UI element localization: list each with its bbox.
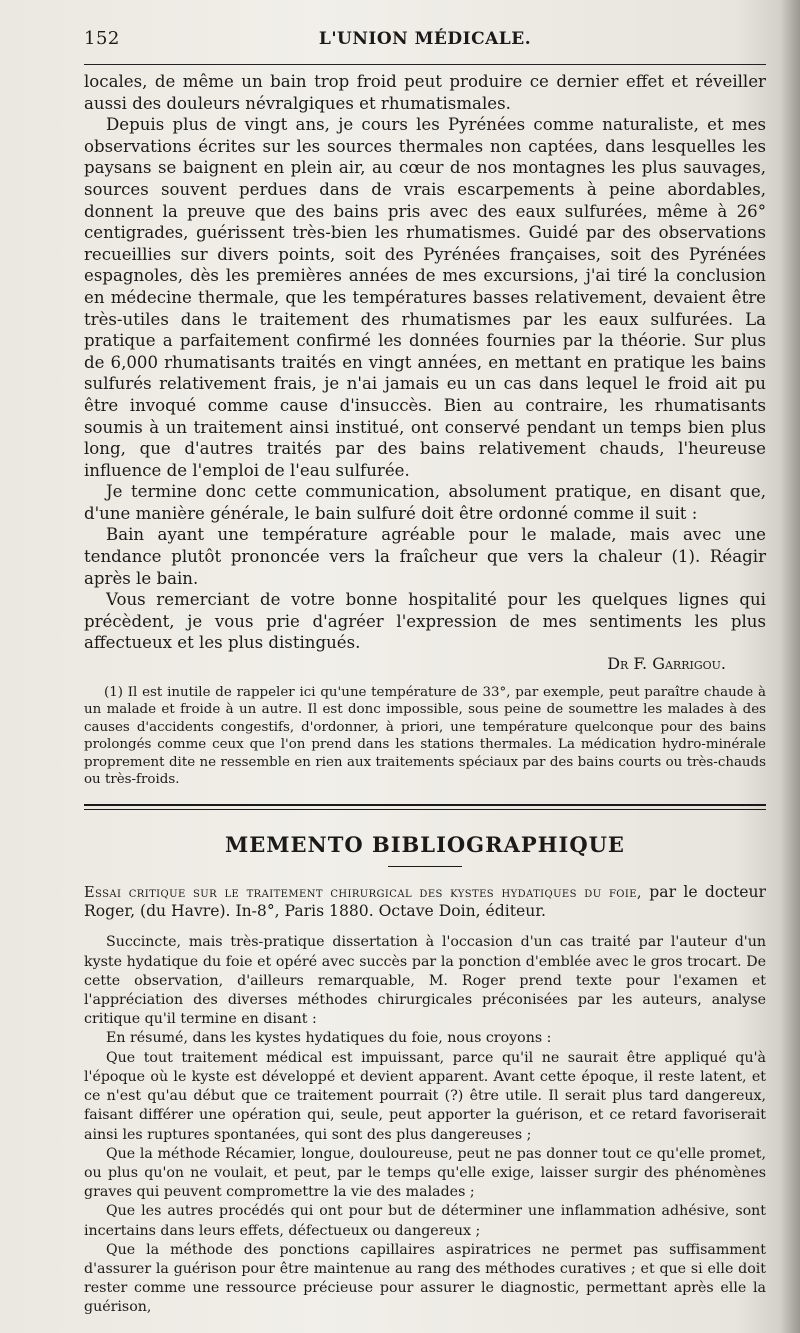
header-rule bbox=[84, 64, 766, 65]
running-head bbox=[84, 28, 766, 60]
book-spine-shadow bbox=[780, 0, 800, 1333]
article-paragraph: Je termine donc cette communication, absolument pratique, en disant que, d'une manière générale, le bain sulfuré doit être ordonné comme il suit : bbox=[84, 482, 766, 523]
review-paragraph: En résumé, dans les kystes hydatiques du foie, nous croyons : bbox=[106, 1030, 552, 1047]
article-body bbox=[84, 71, 766, 654]
title-underline bbox=[388, 866, 462, 867]
review-paragraph: Succincte, mais très-pratique dissertation à l'occasion d'un cas traité par l'auteur d'un kyste hydatique du foie et opéré avec succès par la ponction d'emblée avec le gros trocart. De cette observation, d'ailleurs remarquable, M. Roger prend texte pour l'examen et l'appréciation des diverses méthodes chirurgicales préconisées par les auteurs, analyse critique qu'il termine en disant : bbox=[84, 934, 766, 1028]
review-paragraph: Que tout traitement médical est impuissant, parce qu'il ne saurait être appliqué qu'à l'époque où le kyste est développé et devient apparent. Avant cette époque, il reste latent, et ce n'est qu'au début que ce traitement pourrait (?) être utile. Il serait plus tard dangereux, faisant différer une opération qui, seule, peut apporter la guérison, et ce retard favoriserait ainsi les ruptures spontanées, qui sont des plus dangereuses ; bbox=[84, 1049, 766, 1143]
section-divider bbox=[84, 804, 766, 810]
bibliography-entry bbox=[84, 883, 766, 921]
review-paragraph: Que la méthode Récamier, longue, douloureuse, peut ne pas donner tout ce qu'elle promet, ou plus qu'on ne voulait, et peut, par le temps qu'elle exige, laisser surgir des phénomènes graves qui peuvent compromettre la vie des malades ; bbox=[84, 1145, 766, 1201]
footnote: (1) Il est inutile de rappeler ici qu'une température de 33°, par exemple, peut paraître chaude à un malade et froide à un autre. Il est donc impossible, sous peine de soumettre les malades à des causes d'accidents congestifs, d'ordonner, à priori, une température quelconque pour des bains prolongés comme ceux que l'on prend dans les stations thermales. La médication hydro-minérale proprement dite ne ressemble en rien aux traitements spéciaux par des bains courts ou très-chauds ou très-froids. bbox=[84, 685, 766, 788]
article-paragraph: Bain ayant une température agréable pour le malade, mais avec une tendance plutôt prononcée vers la fraîcheur que vers la chaleur (1). Réagir après le bain. bbox=[84, 525, 766, 588]
page-number: 152 bbox=[84, 28, 120, 49]
entry-details: par le docteur Roger, (du Havre). In-8°, Paris 1880. Octave Doin, éditeur. bbox=[84, 883, 766, 921]
article-paragraph: Depuis plus de vingt ans, je cours les Pyrénées comme naturaliste, et mes observations écrites sur les sources thermales non captées, dans lesquelles les paysans se baignent en plein air, au cœur de nos montagnes les plus sauvages, sources souvent perdues dans de vrais escarpements à peine abordables, donnent la preuve que des bains pris avec des eaux sulfurées, même à 26° centigrades, guérissent très-bien les rhumatismes. Guidé par des observations recueillies sur divers points, soit des Pyrénées françaises, soit des Pyrénées espagnoles, dès les premières années de mes excursions, j'ai tiré la conclusion en médecine thermale, que les températures basses relativement, devaient être très-utiles dans le traitement des rhumatismes par les eaux sulfurées. La pratique a parfaitement confirmé les données fournies par la théorie. Sur plus de 6,000 rhumatisants traités en vingt années, en mettant en pratique les bains sulfurés relativement frais, je n'ai jamais eu un cas dans lequel le froid ait pu être invoqué comme cause d'insuccès. Bien au contraire, les rhumatisants soumis à un traitement ainsi institué, ont conservé pendant un temps bien plus long, que d'autres traités par des bains relativement chauds, l'heureuse influence de l'emploi de l'eau sulfurée. bbox=[84, 115, 766, 480]
section-title: MEMENTO BIBLIOGRAPHIQUE bbox=[225, 832, 625, 858]
signature: Dr F. Garrigou. bbox=[607, 654, 726, 674]
review-paragraph: Que la méthode des ponctions capillaires aspiratrices ne permet pas suffisamment d'assurer la guérison pour être maintenue au rang des méthodes curatives ; et que si elle doit rester comme une ressource précieuse pour assurer le diagnostic, permettant après elle la guérison, bbox=[84, 1241, 766, 1316]
article-paragraph: Vous remerciant de votre bonne hospitalité pour les quelques lignes qui précèdent, je vous prie d'agréer l'expression de mes sentiments les plus affectueux et les plus distingués. bbox=[84, 590, 766, 653]
review-paragraph: Que les autres procédés qui ont pour but de déterminer une inflammation adhésive, sont incertains dans leurs effets, défectueux ou dangereux ; bbox=[84, 1203, 766, 1239]
article-paragraph: locales, de même un bain trop froid peut produire ce dernier effet et réveiller aussi des douleurs névralgiques et rhumatismales. bbox=[84, 72, 766, 113]
entry-title: Essai critique sur le traitement chirurgical des kystes hydatiques du foie, bbox=[84, 884, 642, 902]
journal-title: L'UNION MÉDICALE. bbox=[318, 29, 532, 49]
review-body bbox=[84, 933, 766, 1317]
